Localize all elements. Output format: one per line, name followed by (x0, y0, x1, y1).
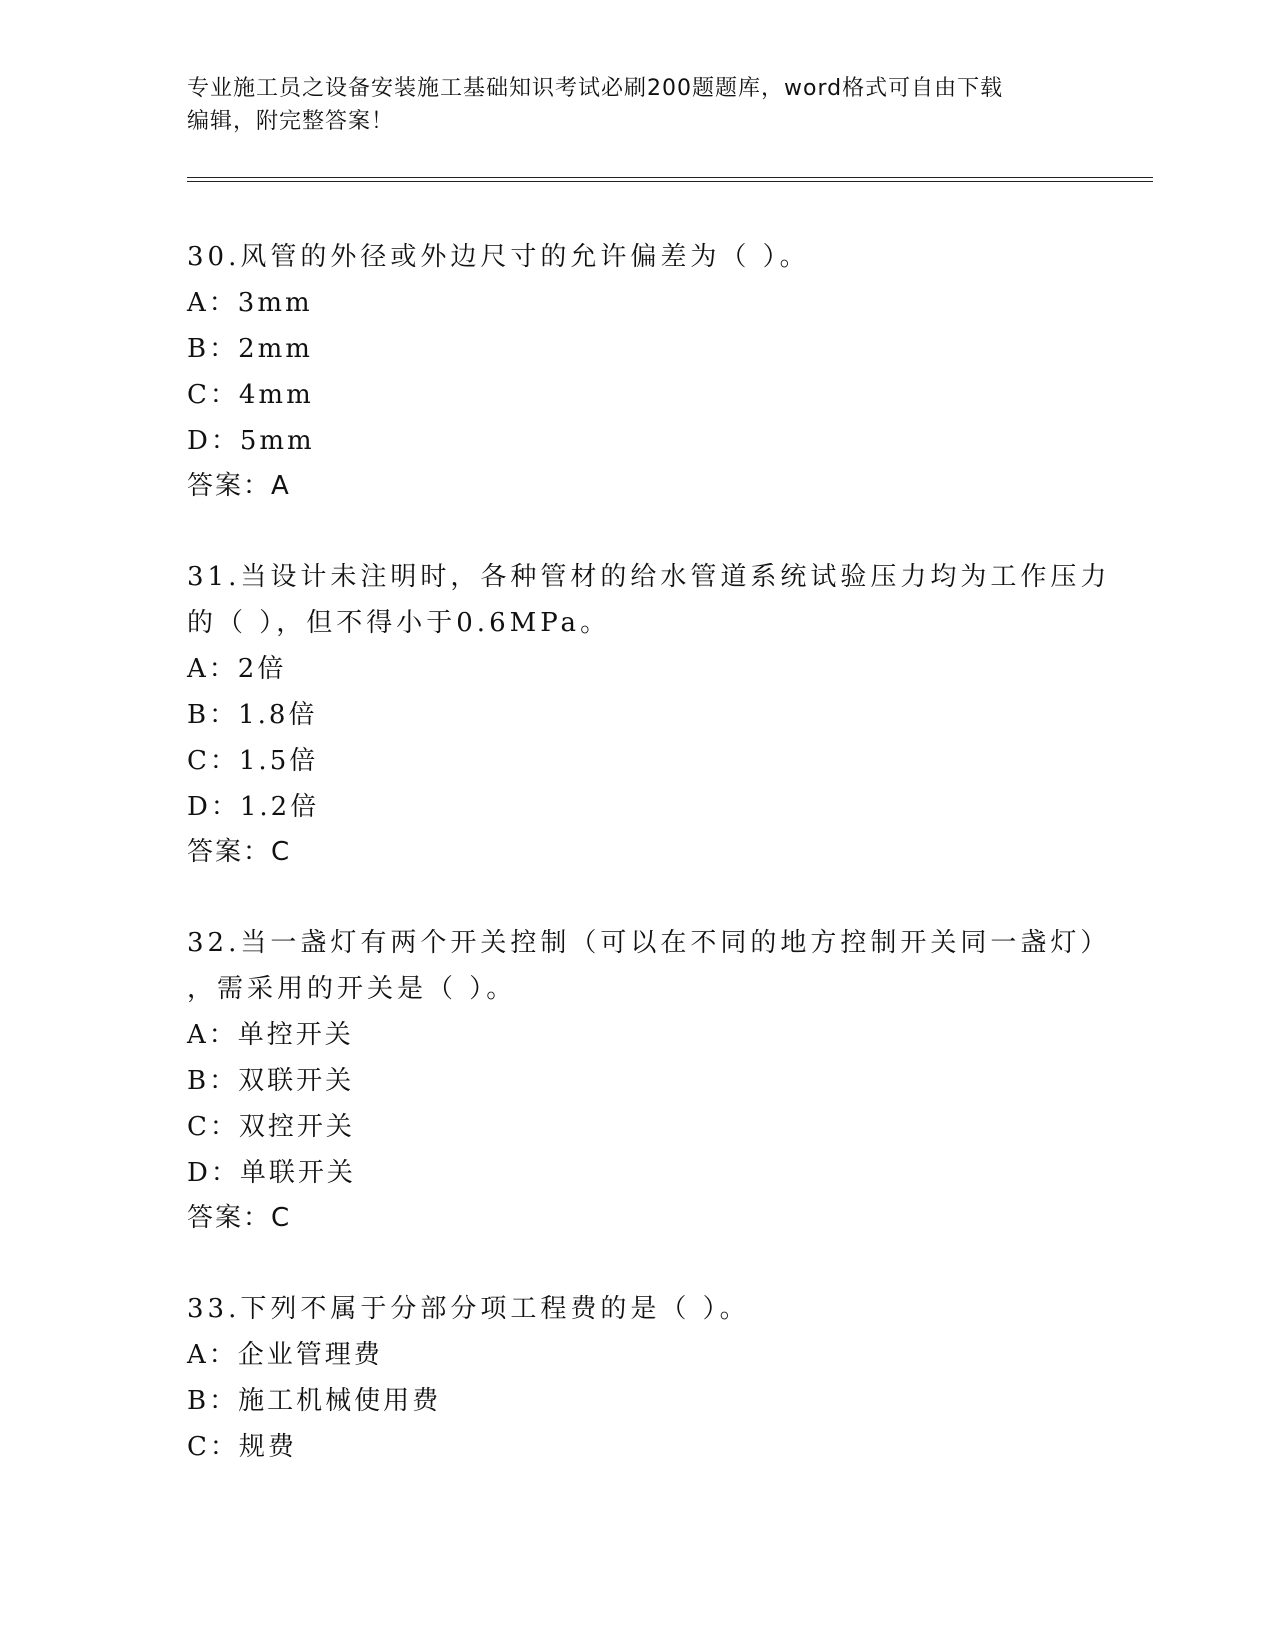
option-d: D：1.2倍 (187, 792, 320, 822)
question-stem-line: 32.当一盏灯有两个开关控制（可以在不同的地方控制开关同一盏灯） (187, 928, 1111, 958)
document-header (187, 72, 1067, 138)
question-stem (187, 554, 1111, 646)
question-stem-line: 30.风管的外径或外边尺寸的允许偏差为（ ）。 (187, 242, 810, 272)
option-d: D：5mm (187, 426, 315, 456)
option-b: B：2mm (187, 334, 313, 364)
option-c: C：1.5倍 (187, 746, 319, 776)
question-33 (187, 1286, 1087, 1470)
question-30 (187, 234, 1087, 508)
question-stem-line: 31.当设计未注明时，各种管材的给水管道系统试验压力均为工作压力 (187, 562, 1111, 592)
question-stem (187, 234, 1087, 280)
option-c: C：规费 (187, 1432, 297, 1462)
header-title-line-2: 编辑，附完整答案！ (187, 109, 395, 134)
option-a: A：2倍 (187, 654, 287, 684)
question-32 (187, 920, 1111, 1240)
answer-label: 答案：C (187, 837, 292, 867)
option-a: A：企业管理费 (187, 1340, 383, 1370)
option-b: B：施工机械使用费 (187, 1386, 442, 1416)
answer-label: 答案：A (187, 471, 291, 501)
question-stem-line: ，需采用的开关是（ ）。 (187, 974, 517, 1004)
question-stem-line: 的（ ），但不得小于0.6MPa。 (187, 608, 611, 638)
option-c: C：双控开关 (187, 1112, 355, 1142)
option-c: C：4mm (187, 380, 314, 410)
question-31 (187, 554, 1111, 874)
option-d: D：单联开关 (187, 1158, 356, 1188)
question-stem-line: 33.下列不属于分部分项工程费的是（ ）。 (187, 1294, 750, 1324)
option-a: A：3mm (187, 288, 313, 318)
question-list (187, 234, 1111, 1516)
question-stem (187, 920, 1111, 1012)
question-stem (187, 1286, 1087, 1332)
answer-label: 答案：C (187, 1203, 292, 1233)
option-b: B：1.8倍 (187, 700, 318, 730)
option-b: B：双联开关 (187, 1066, 355, 1096)
header-divider (187, 177, 1153, 182)
header-title-line-1: 专业施工员之设备安装施工基础知识考试必刷200题题库，word格式可自由下载 (187, 76, 1004, 101)
option-a: A：单控开关 (187, 1020, 354, 1050)
